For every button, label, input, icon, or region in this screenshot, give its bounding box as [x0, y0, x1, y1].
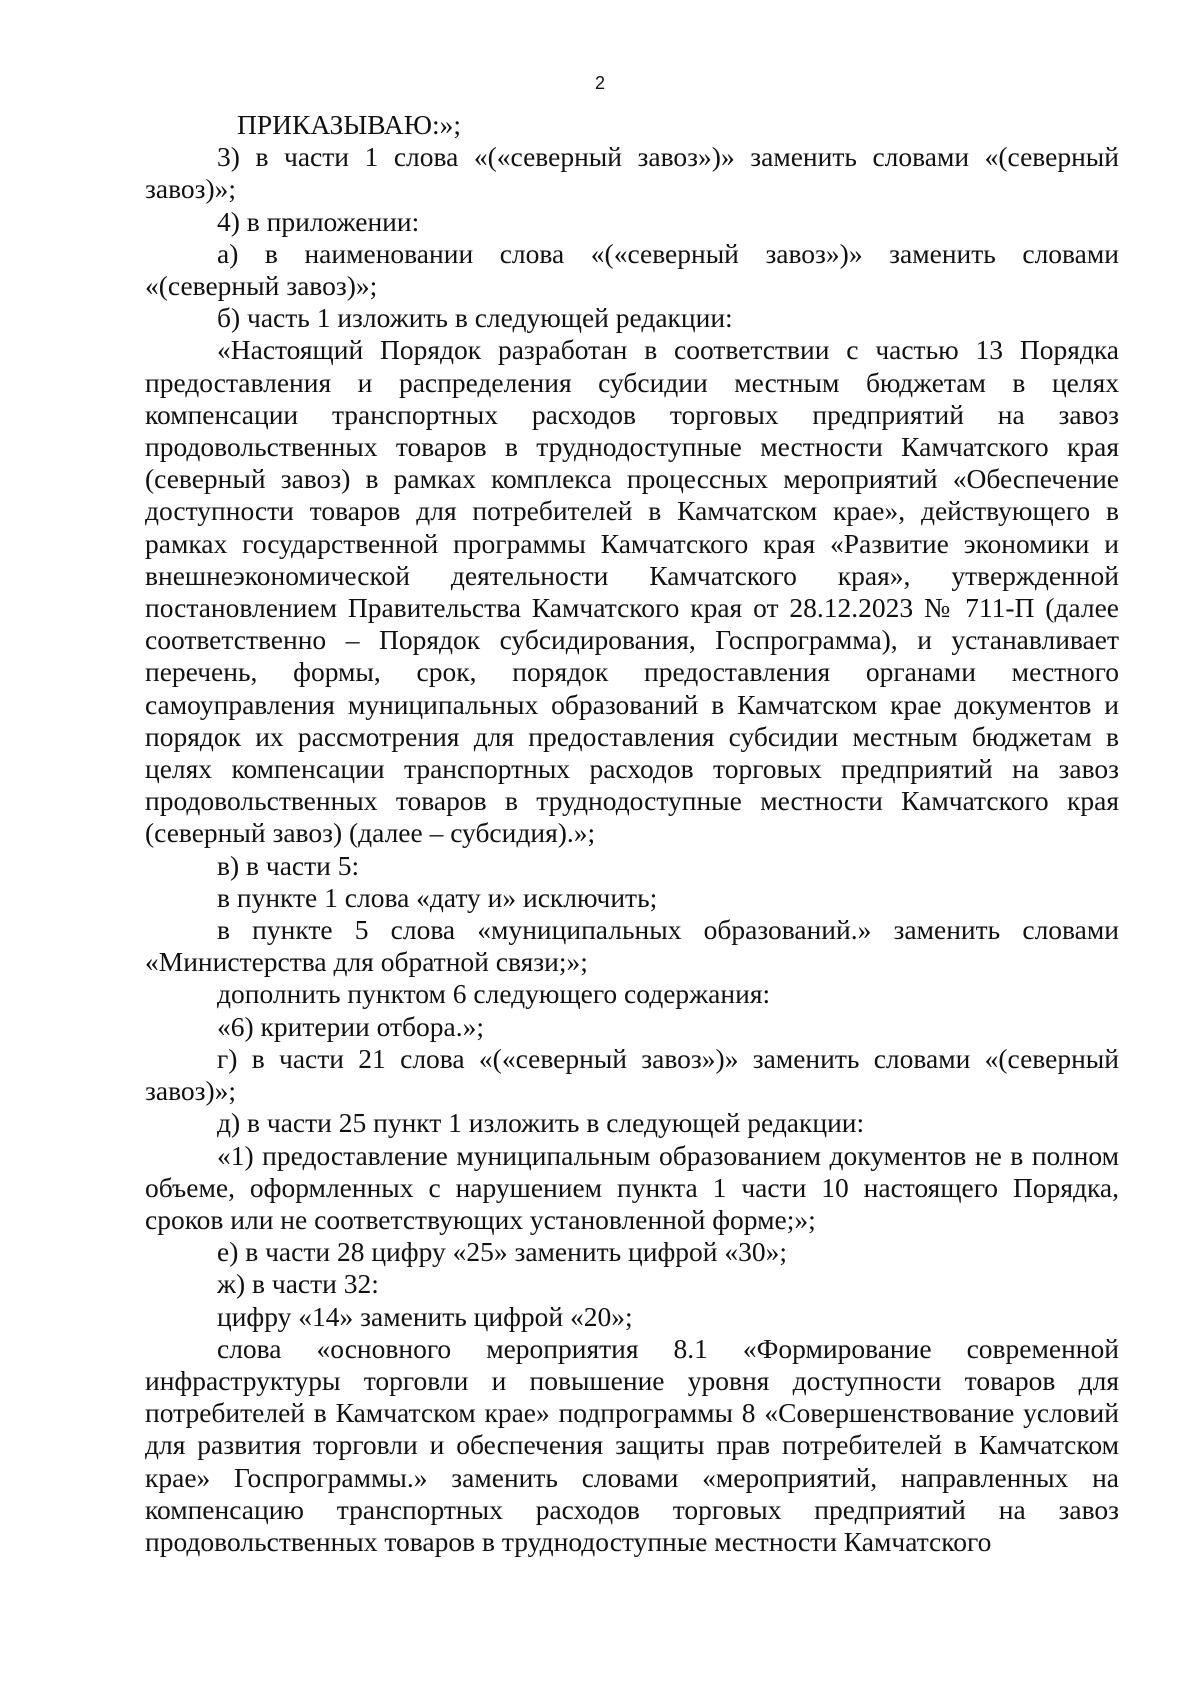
paragraph-words-replace: слова «основного мероприятия 8.1 «Формирование современной инфраструктуры торговли и повышение уровня доступности товаров для потребителей в Камчатском крае» подпрограммы 8 «Совершенствование условий для развития торговли и обеспечения защиты прав потребителей в Камчатском крае» Госпрограммы.» заменить словами «мероприятий, направленных на компенсацию транспортных расходов торговых предприятий на завоз продовольственных товаров в труднодоступные местности Камчатского [145, 1332, 1119, 1557]
paragraph-prikazyvayu: ПРИКАЗЫВАЮ:»; [237, 109, 462, 140]
paragraph-item-4zh: ж) в части 32: [217, 1268, 379, 1300]
paragraph-item-4: 4) в приложении: [217, 205, 420, 237]
paragraph-point-5: в пункте 5 слова «муниципальных образований.» заменить словами «Министерства для обратной связи;»; [145, 914, 1119, 978]
paragraph-item-4a: а) в наименовании слова «(«северный завоз»)» заменить словами «(северный завоз)»; [145, 237, 1119, 302]
page-number: 2 [594, 73, 605, 93]
paragraph-item-4e: е) в части 28 цифру «25» заменить цифрой «30»; [217, 1236, 787, 1268]
paragraph-item-3: 3) в части 1 слова «(«северный завоз»)» заменить словами «(северный завоз)»; [145, 141, 1119, 205]
paragraph-item-4b: б) часть 1 изложить в следующей редакции: [217, 302, 733, 334]
document-body [145, 109, 1119, 1558]
paragraph-point-1: в пункте 1 слова «дату и» исключить; [217, 881, 658, 913]
paragraph-add-point-6: дополнить пунктом 6 следующего содержания: [217, 978, 771, 1010]
paragraph-new-point-1: «1) предоставление муниципальным образованием документов не в полном объеме, оформленных с нарушением пункта 1 части 10 настоящего Порядка, сроков или не соответствующих установленной форме;»; [145, 1139, 1119, 1235]
paragraph-new-part-1: «Настоящий Порядок разработан в соответствии с частью 13 Порядка предоставления и распределения субсидии местным бюджетам в целях компенсации транспортных расходов торговых предприятий на завоз продовольственных товаров в труднодоступные местности Камчатского края (северный завоз) в рамках комплекса процессных мероприятий «Обеспечение доступности товаров для потребителей в Камчатском крае», действующего в рамках государственной программы Камчатского края «Развитие экономики и внешнеэкономической деятельности Камчатского края», утвержденной постановлением Правительства Камчатского края от 28.12.2023 № 711-П (далее соответственно – Порядок субсидирования, Госпрограмма), и устанавливает перечень, формы, срок, порядок предоставления органами местного самоуправления муниципальных образований в Камчатском крае документов и порядок их рассмотрения для предоставления субсидии местным бюджетам в целях компенсации транспортных расходов торговых предприятий на завоз продовольственных товаров в труднодоступные местности Камчатского края (северный завоз) (далее – субсидия).»; [145, 334, 1119, 849]
paragraph-item-4v: в) в части 5: [217, 849, 360, 881]
paragraph-point-6-text: «6) критерии отбора.»; [217, 1010, 485, 1042]
paragraph-digit-replace: цифру «14» заменить цифрой «20»; [217, 1300, 633, 1332]
paragraph-item-4g: г) в части 21 слова «(«северный завоз»)» заменить словами «(северный завоз)»; [145, 1042, 1119, 1107]
paragraph-item-4d: д) в части 25 пункт 1 изложить в следующей редакции: [217, 1107, 865, 1139]
